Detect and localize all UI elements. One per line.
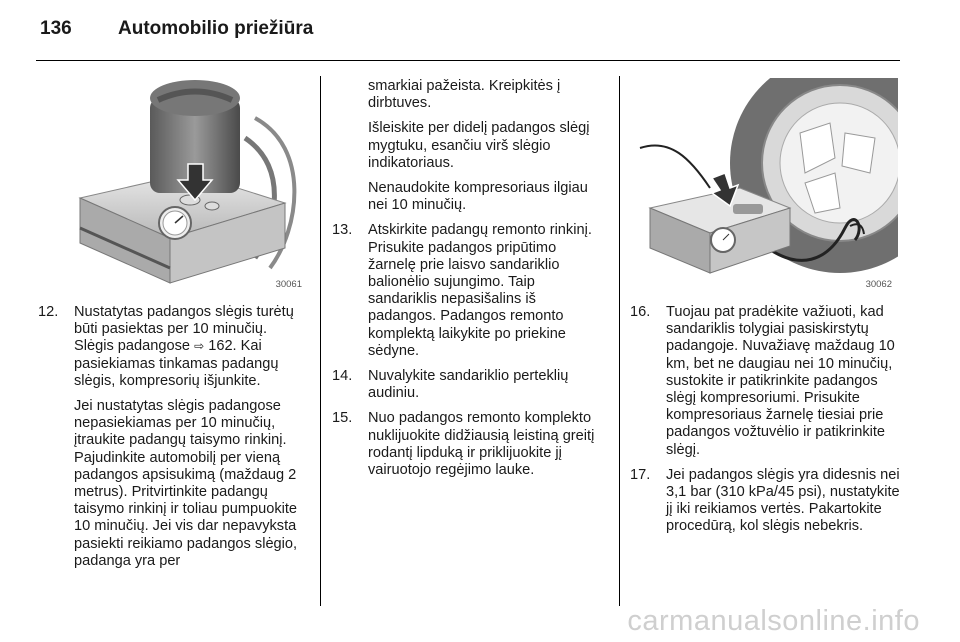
continued-text: Išleiskite per didelį padangos slėgį mygtuku, esančiu virš slėgio indikatoriaus. <box>368 120 590 171</box>
step-13 <box>332 222 607 360</box>
page-header <box>40 18 313 48</box>
page-number: 136 <box>40 18 72 39</box>
continued-text: Nenaudokite kompresoriaus ilgiau nei 10 minučių. <box>368 180 588 214</box>
step-text: Atskirkite padangų remonto rinkinį. Prisukite padangos pripūtimo žarnelę prie laisvo sandariklio balionėlio sujungimo. Taip sandariklis nepasišalins iš padangos. Padangos remonto komplektą laikykite po priekine sėdyne. <box>368 222 592 359</box>
compressor-wheel-figure <box>630 78 898 292</box>
step-text: Nuo padangos remonto komplekto nuklijuokite didžiausią leistiną greitį rodantį lipduką ir priklijuokite jį vairuotojo regėjimo lauke. <box>368 410 595 479</box>
column-right <box>630 304 908 544</box>
sealant-compressor-illustration <box>40 78 308 292</box>
step-text: Tuojau pat pradėkite važiuoti, kad sandariklis tolygiai pasiskirstytų padangoje. Nuvažiavę maždaug 10 km, bet ne daugiau nei 10 minučių, sustokite ir patikrinkite padangos slėgį kompresoriumi. Prisukite kompresoriaus žarnelę tiesiai prie padangos vožtuvėlio ir patikrinkite slėgį. <box>666 304 895 458</box>
sealant-compressor-figure <box>40 78 308 292</box>
page-reference-arrow-icon: ⇨ <box>194 339 205 354</box>
step-number: 15. <box>332 410 353 427</box>
step-15 <box>332 410 607 479</box>
chapter-title: Automobilio priežiūra <box>118 18 314 39</box>
step-12 <box>38 304 308 570</box>
watermark: carmanualsonline.info <box>627 605 920 637</box>
step-text: Nustatytas padangos slėgis turėtų būti pasiektas per 10 minučių. Slėgis padangose ⇨ 162. Kai pasiekiamas tinkamas padangų slėgis, kompresorių išjunkite. <box>74 304 294 389</box>
column-left <box>38 304 308 578</box>
step-number: 16. <box>630 304 651 320</box>
step-number: 12. <box>38 304 59 320</box>
step-number: 17. <box>630 466 651 483</box>
step-text: Jei padangos slėgis yra didesnis nei 3,1 bar (310 kPa/45 psi), nustatykite jį iki reikiamos vertės. Pakartokite procedūrą, kol slėgis nebekris. <box>666 466 900 535</box>
step-number: 14. <box>332 368 353 385</box>
column-divider-right <box>619 76 620 606</box>
figure-id-label: 30061 <box>275 279 302 290</box>
figure-id-label: 30062 <box>865 279 892 290</box>
header-rule <box>36 60 900 61</box>
step-text: Nuvalykite sandariklio perteklių audiniu. <box>368 368 569 402</box>
step-text: Jei nustatytas slėgis padangose nepasiekiamas per 10 minučių, įtraukite padangų taisymo rinkinį. Pajudinkite automobilį per vieną padangos apsisukimą (maždaug 2 metrus). Pritvirtinkite padangų taisymo rinkinį ir toliau pumpuokite 10 minučių. Jei vis dar nepavyksta pasiekti reikiamo padangos slėgio, padanga yra per <box>74 398 298 569</box>
step-number: 13. <box>332 222 353 239</box>
step-17 <box>630 467 908 536</box>
continued-text: smarkiai pažeista. Kreipkitės į dirbtuves. <box>368 78 561 112</box>
column-middle <box>332 78 607 487</box>
step-16 <box>630 304 908 459</box>
column-divider-left <box>320 76 321 606</box>
compressor-wheel-illustration <box>630 78 898 292</box>
step-14 <box>332 368 607 402</box>
